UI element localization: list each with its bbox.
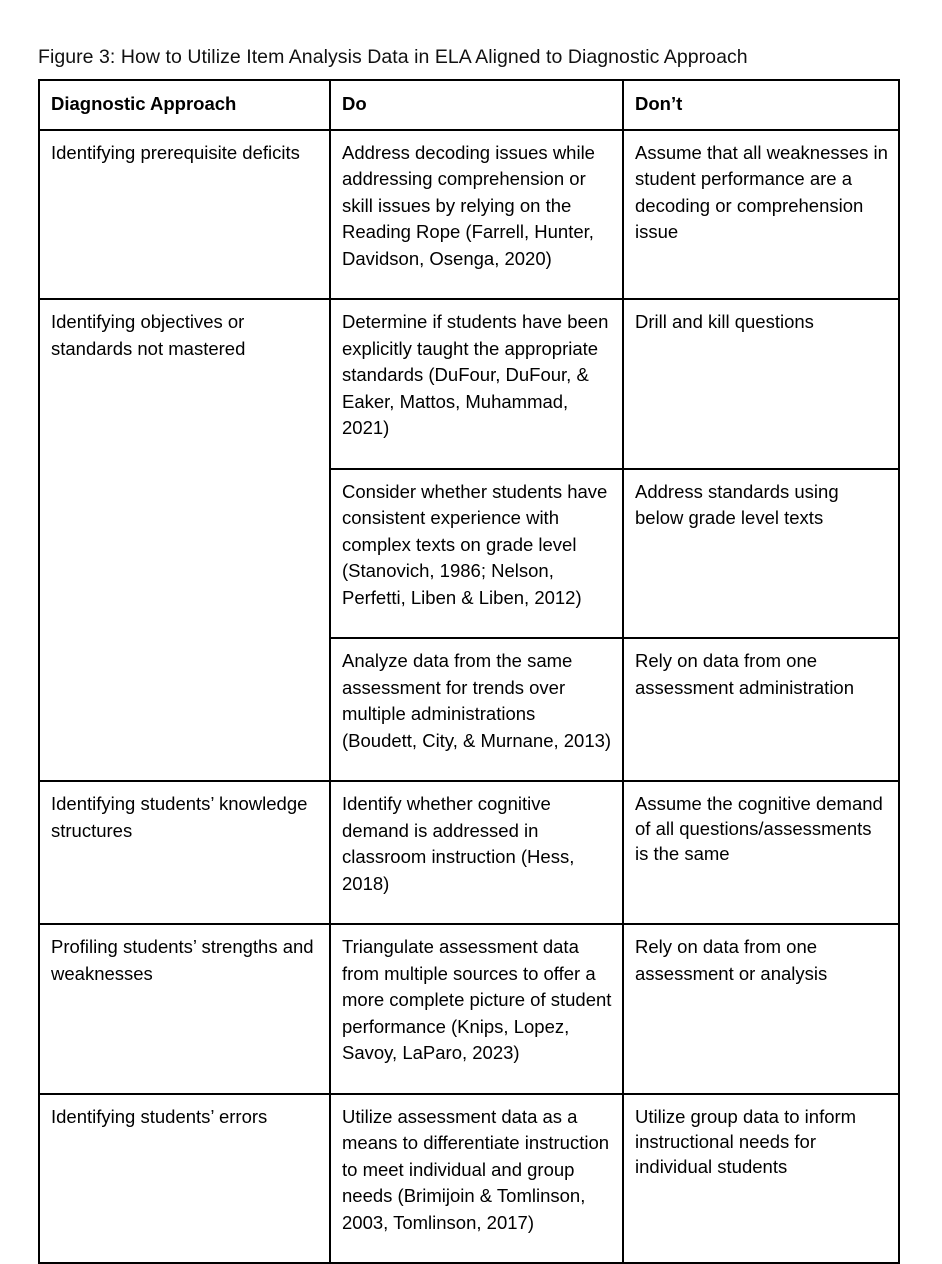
cell-do: Triangulate assessment data from multiple sources to offer a more complete picture of student performance (Knips, Lopez, Savoy, LaParo, 2023) <box>330 924 623 1094</box>
cell-diagnostic-approach: Identifying students’ knowledge structures <box>39 781 330 924</box>
cell-dont: Address standards using below grade level texts <box>623 469 899 639</box>
cell-dont: Rely on data from one assessment administration <box>623 638 899 781</box>
table-row <box>39 924 899 1094</box>
table-row <box>39 1094 899 1264</box>
table-header-row <box>39 80 899 130</box>
column-header-do: Do <box>330 80 623 130</box>
cell-diagnostic-approach: Profiling students’ strengths and weaknesses <box>39 924 330 1094</box>
cell-dont: Assume that all weaknesses in student performance are a decoding or comprehension issue <box>623 130 899 300</box>
cell-do: Address decoding issues while addressing comprehension or skill issues by relying on the Reading Rope (Farrell, Hunter, Davidson, Osenga, 2020) <box>330 130 623 300</box>
cell-do: Analyze data from the same assessment for trends over multiple administrations (Boudett, City, & Murnane, 2013) <box>330 638 623 781</box>
cell-dont: Assume the cognitive demand of all questions/assessments is the same <box>623 781 899 924</box>
cell-do: Determine if students have been explicitly taught the appropriate standards (DuFour, DuFour, & Eaker, Mattos, Muhammad, 2021) <box>330 299 623 469</box>
column-header-dont: Don’t <box>623 80 899 130</box>
table-row <box>39 781 899 924</box>
figure-caption: Figure 3: How to Utilize Item Analysis Data in ELA Aligned to Diagnostic Approach <box>38 46 748 68</box>
cell-diagnostic-approach: Identifying prerequisite deficits <box>39 130 330 300</box>
cell-diagnostic-approach: Identifying students’ errors <box>39 1094 330 1264</box>
column-header-diagnostic-approach: Diagnostic Approach <box>39 80 330 130</box>
cell-diagnostic-approach: Identifying objectives or standards not mastered <box>39 299 330 781</box>
cell-do: Identify whether cognitive demand is addressed in classroom instruction (Hess, 2018) <box>330 781 623 924</box>
cell-dont: Utilize group data to inform instructional needs for individual students <box>623 1094 899 1264</box>
cell-do: Consider whether students have consistent experience with complex texts on grade level (Stanovich, 1986; Nelson, Perfetti, Liben & Liben, 2012) <box>330 469 623 639</box>
cell-dont: Rely on data from one assessment or analysis <box>623 924 899 1094</box>
cell-dont: Drill and kill questions <box>623 299 899 469</box>
item-analysis-table <box>38 79 900 1264</box>
table-row <box>39 299 899 469</box>
cell-do: Utilize assessment data as a means to differentiate instruction to meet individual and group needs (Brimijoin & Tomlinson, 2003, Tomlinson, 2017) <box>330 1094 623 1264</box>
table-row <box>39 130 899 300</box>
